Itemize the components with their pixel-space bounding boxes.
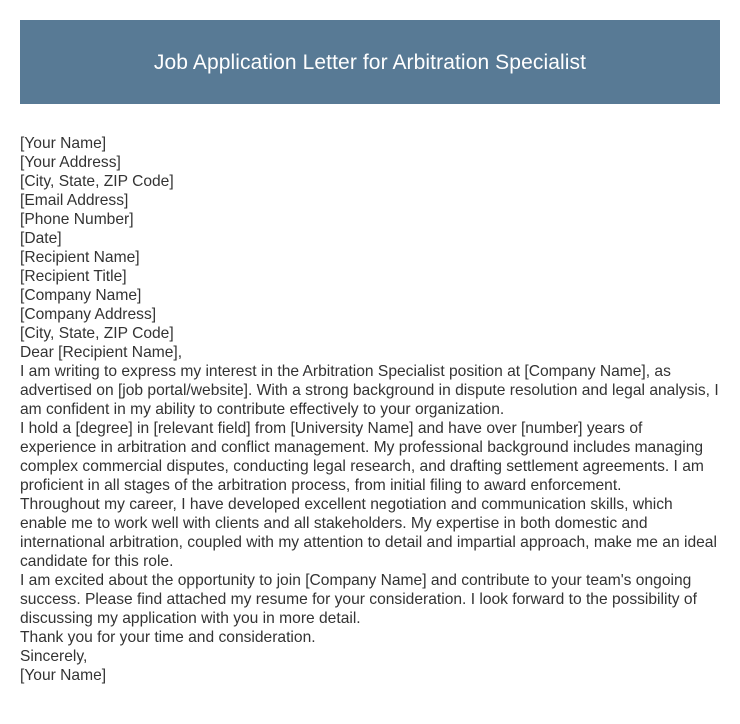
sender-email: [Email Address] — [20, 192, 129, 209]
letter-date: [Date] — [20, 230, 62, 247]
recipient-company: [Company Name] — [20, 287, 142, 304]
sender-phone: [Phone Number] — [20, 211, 134, 228]
signature: [Your Name] — [20, 667, 107, 684]
recipient-address: [Company Address] — [20, 306, 157, 323]
page-title: Job Application Letter for Arbitration Specialist — [153, 50, 587, 74]
recipient-title: [Recipient Title] — [20, 268, 127, 285]
paragraph-thanks: Thank you for your time and consideration. — [20, 629, 316, 646]
paragraph-intro: I am writing to express my interest in the Arbitration Specialist position at [Company Name], as advertised on [job portal/website]. With a strong background in dispute resolution and legal analysis, I am confident in my ability to contribute effectively to your organization. — [20, 363, 719, 418]
header-banner — [20, 20, 720, 104]
salutation: Dear [Recipient Name], — [20, 344, 183, 361]
paragraph-skills: Throughout my career, I have developed excellent negotiation and communication skills, which enable me to work well with clients and all stakeholders. My expertise in both domestic and international arbitration, coupled with my attention to detail and impartial approach, make me an ideal candidate for this role. — [20, 496, 717, 570]
sender-name: [Your Name] — [20, 135, 107, 152]
sender-city-state-zip: [City, State, ZIP Code] — [20, 173, 174, 190]
recipient-name: [Recipient Name] — [20, 249, 140, 266]
paragraph-qualifications: I hold a [degree] in [relevant field] from [University Name] and have over [number] years of experience in arbitration and conflict management. My professional background includes managing complex commercial disputes, conducting legal research, and drafting settlement agreements. I am proficient in all stages of the arbitration process, from initial filing to award enforcement. — [20, 420, 704, 494]
letter-body — [20, 134, 722, 685]
closing: Sincerely, — [20, 648, 88, 665]
paragraph-closing-interest: I am excited about the opportunity to join [Company Name] and contribute to your team's ongoing success. Please find attached my resume for your consideration. I look forward to the possibility of discussing my application with you in more detail. — [20, 572, 697, 627]
sender-address: [Your Address] — [20, 154, 121, 171]
recipient-city-state-zip: [City, State, ZIP Code] — [20, 325, 174, 342]
